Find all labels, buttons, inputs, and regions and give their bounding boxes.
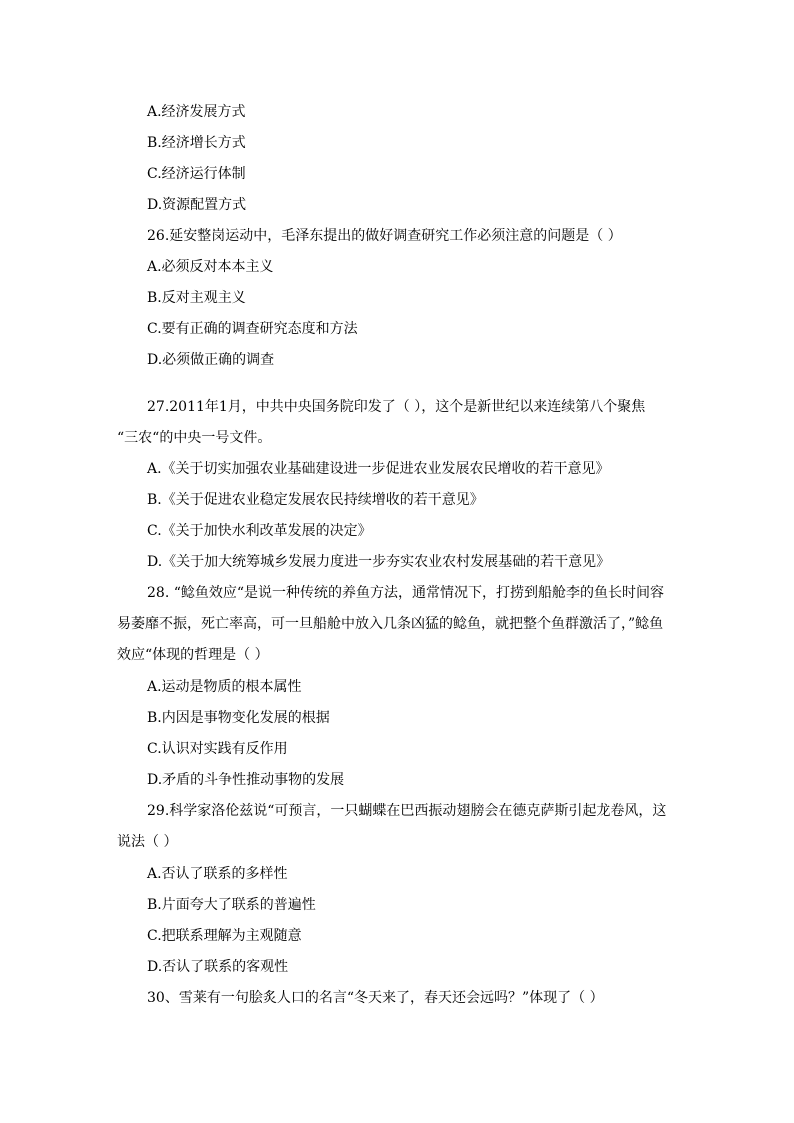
q29-option-c: C.把联系理解为主观随意 <box>147 928 302 944</box>
q25-option-d: D.资源配置方式 <box>147 197 247 213</box>
q25-option-a: A.经济发展方式 <box>147 104 246 120</box>
q27-option-b: B.《关于促进农业稳定发展农民持续增收的若干意见》 <box>147 492 484 508</box>
q30-stem: 30、雪莱有一句脍炙人口的名言“冬天来了，春天还会远吗？”体现了（ ） <box>147 990 604 1006</box>
q27-stem-line-1: 27.2011年1月，中共中央国务院印发了（ ），这个是新世纪以来连续第八个聚焦 <box>147 399 646 415</box>
q26-option-a: A.必须反对本本主义 <box>147 259 274 275</box>
q27-option-d: D.《关于加大统筹城乡发展力度进一步夯实农业农村发展基础的若干意见》 <box>147 554 611 570</box>
q28-stem-line-3: 效应“体现的哲理是（ ） <box>117 647 269 663</box>
q27-option-a: A.《关于切实加强农业基础建设进一步促进农业发展农民增收的若干意见》 <box>147 461 610 477</box>
q29-option-a: A.否认了联系的多样性 <box>147 866 288 882</box>
q28-stem-line-1: 28. “鲶鱼效应“是说一种传统的养鱼方法，通常情况下，打捞到船舱李的鱼长时间容 <box>147 585 665 601</box>
q27-stem-line-2: “三农“的中央一号文件。 <box>117 430 272 446</box>
q28-option-b: B.内因是事物变化发展的根据 <box>147 710 330 726</box>
q29-stem-line-1: 29.科学家洛伦兹说“可预言，一只蝴蝶在巴西振动翅膀会在德克萨斯引起龙卷风，这 <box>147 803 667 819</box>
q28-option-c: C.认识对实践有反作用 <box>147 741 288 757</box>
q29-option-b: B.片面夸大了联系的普遍性 <box>147 897 316 913</box>
q28-option-d: D.矛盾的斗争性推动事物的发展 <box>147 772 345 788</box>
q29-option-d: D.否认了联系的客观性 <box>147 959 289 975</box>
q26-stem: 26.延安整岗运动中，毛泽东提出的做好调查研究工作必须注意的问题是（ ） <box>147 228 622 244</box>
q26-option-c: C.要有正确的调查研究态度和方法 <box>147 321 358 337</box>
q28-option-a: A.运动是物质的根本属性 <box>147 679 302 695</box>
q26-option-d: D.必须做正确的调查 <box>147 352 275 368</box>
q25-option-c: C.经济运行体制 <box>147 166 246 182</box>
q27-option-c: C.《关于加快水利改革发展的决定》 <box>147 523 372 539</box>
q28-stem-line-2: 易萎靡不振，死亡率高，可一旦船舱中放入几条凶猛的鲶鱼，就把整个鱼群激活了，”鲶鱼 <box>117 616 664 632</box>
q26-option-b: B.反对主观主义 <box>147 290 246 306</box>
q25-option-b: B.经济增长方式 <box>147 135 246 151</box>
q29-stem-line-2: 说法（ ） <box>117 834 178 850</box>
